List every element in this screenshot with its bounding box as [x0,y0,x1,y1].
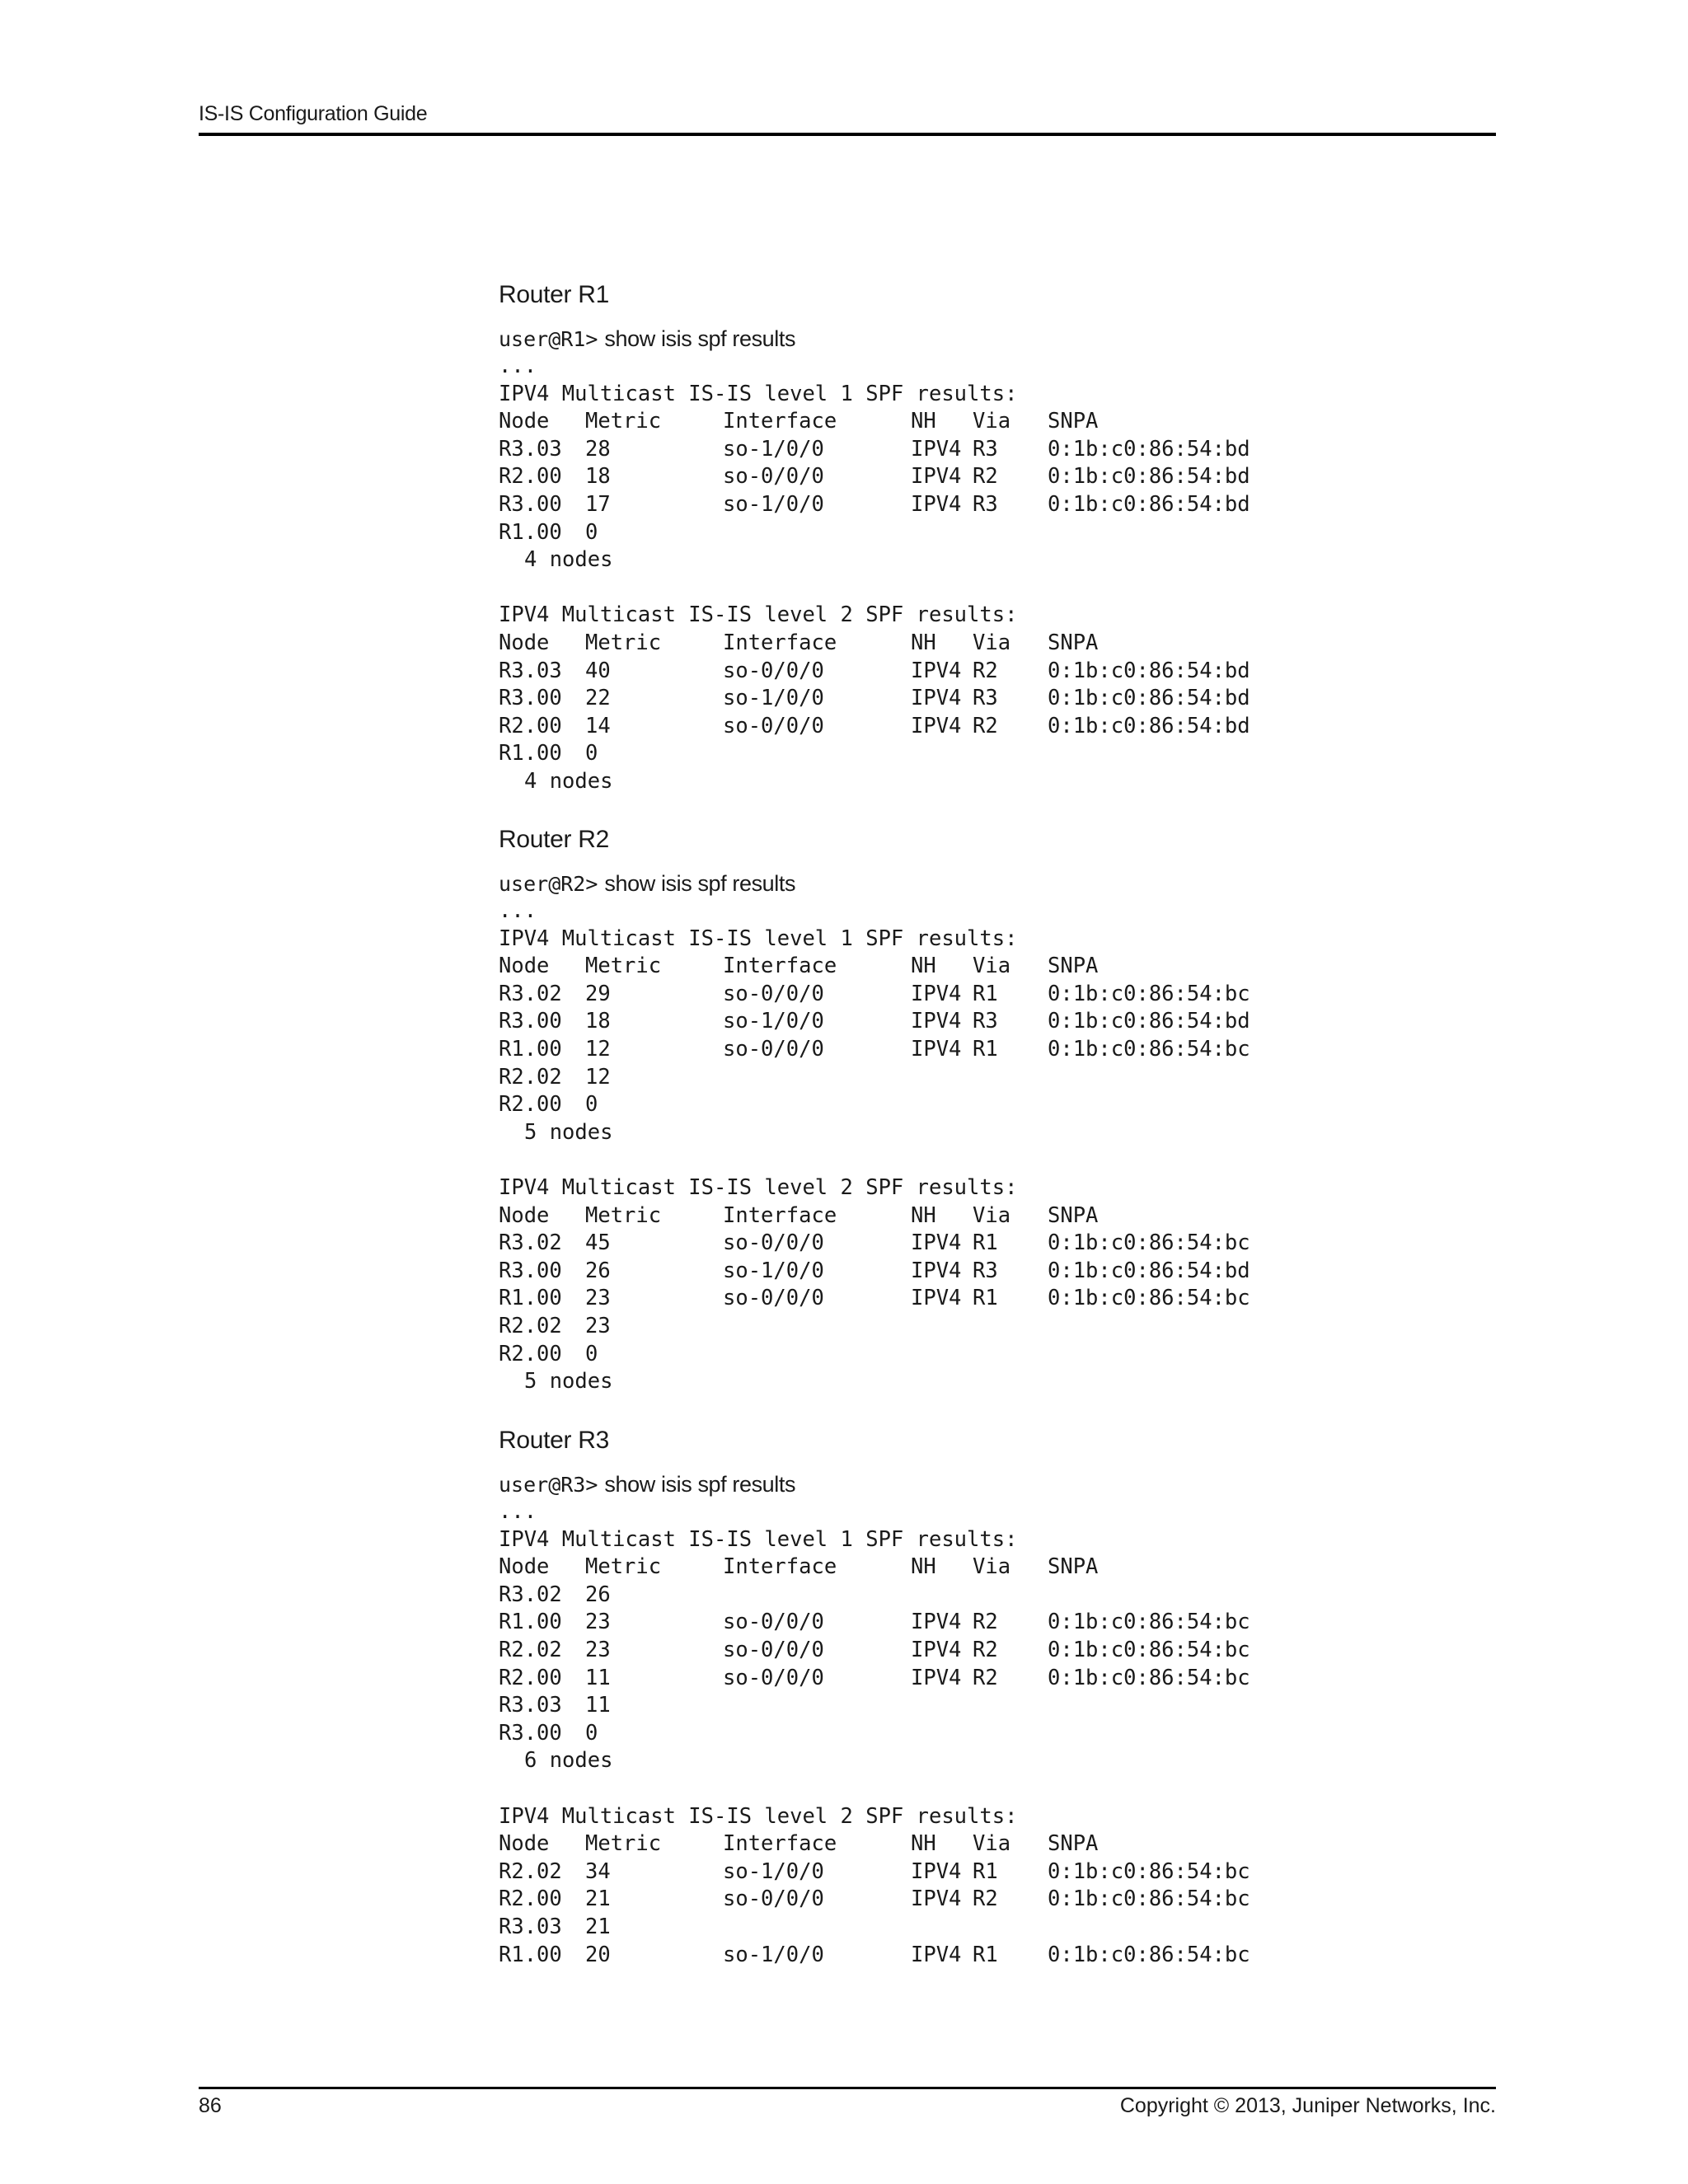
cell-metric: 22 [585,686,611,711]
cell-interface: so-1/0/0 [723,1009,824,1034]
cell-metric: 11 [585,1693,611,1718]
table-row [499,1609,1488,1637]
table-row [499,1665,1488,1693]
cell-nh: IPV4 [911,1230,962,1256]
cell-via: R2 [973,713,998,738]
cli-output [499,353,1488,796]
table-row [499,1692,1488,1720]
cli-command: show isis spf results [604,871,796,896]
cell-interface: so-1/0/0 [723,436,824,462]
copyright-notice: Copyright © 2013, Juniper Networks, Inc. [1119,2094,1496,2117]
cell-node: R2.00 [499,1886,562,1912]
cell-node: R3.03 [499,1914,562,1939]
cell-via: R1 [973,1286,998,1311]
cell-snpa: 0:1b:c0:86:54:bd [1048,713,1250,738]
table-row [499,491,1488,519]
column-header-metric: Metric [585,409,662,434]
cell-nh: IPV4 [911,1886,962,1912]
table-row [499,1064,1488,1092]
cell-metric: 28 [585,436,611,462]
cell-node: R3.00 [499,1720,562,1746]
cell-snpa: 0:1b:c0:86:54:bc [1048,1942,1250,1967]
cell-nh: IPV4 [911,1942,962,1967]
column-header-via: Via [973,1554,1011,1580]
cell-nh: IPV4 [911,658,962,683]
table-row [499,1008,1488,1036]
cell-metric: 23 [585,1313,611,1338]
table-header-row [499,408,1488,436]
cell-nh: IPV4 [911,713,962,738]
cell-node: R2.00 [499,1665,562,1690]
cell-metric: 34 [585,1858,611,1884]
table-row [499,713,1488,741]
cell-node: R3.03 [499,658,562,683]
router-section [499,823,1488,1396]
cli-command: show isis spf results [604,1472,796,1497]
cell-via: R3 [973,436,998,462]
cell-snpa: 0:1b:c0:86:54:bc [1048,1036,1250,1062]
column-header-snpa: SNPA [1048,409,1099,434]
cell-nh: IPV4 [911,464,962,490]
cell-via: R1 [973,1230,998,1256]
cell-node: R2.00 [499,1341,562,1366]
cell-node: R2.02 [499,1858,562,1884]
section-heading: Router R3 [499,1427,610,1454]
node-count: 5 nodes [524,1119,613,1145]
spf-block-title: IPV4 Multicast IS-IS level 1 SPF results: [499,381,1018,406]
node-count: 5 nodes [524,1369,613,1394]
table-header-row [499,630,1488,658]
section-heading: Router R2 [499,826,610,853]
table-row [499,1341,1488,1369]
cell-node: R3.00 [499,1009,562,1034]
cell-interface: so-0/0/0 [723,1230,824,1256]
column-header-snpa: SNPA [1048,1831,1099,1857]
table-row [499,1886,1488,1914]
table-header-row [499,1202,1488,1230]
cli-output [499,898,1488,1396]
cell-metric: 26 [585,1582,611,1607]
cli-output [499,1498,1488,1969]
table-row [499,685,1488,713]
cell-metric: 11 [585,1665,611,1690]
column-header-interface: Interface [723,1554,837,1580]
cell-snpa: 0:1b:c0:86:54:bd [1048,686,1250,711]
cell-node: R2.00 [499,1092,562,1118]
column-header-node: Node [499,1554,550,1580]
column-header-node: Node [499,1831,550,1857]
table-row [499,658,1488,686]
cell-metric: 21 [585,1914,611,1939]
output-ellipsis: ... [499,354,537,378]
header-divider [199,133,1496,136]
column-header-nh: NH [911,954,936,979]
column-header-interface: Interface [723,1831,837,1857]
blank-line [499,574,1488,602]
cell-nh: IPV4 [911,1858,962,1884]
cell-via: R1 [973,1942,998,1967]
cli-prompt: user@R1> [499,327,598,351]
cell-node: R1.00 [499,519,562,545]
cell-snpa: 0:1b:c0:86:54:bc [1048,981,1250,1006]
cell-via: R2 [973,658,998,683]
cli-command: show isis spf results [604,326,796,351]
column-header-nh: NH [911,409,936,434]
command-line [499,1470,1488,1498]
router-section [499,1424,1488,1969]
cell-via: R3 [973,1009,998,1034]
cell-nh: IPV4 [911,1665,962,1690]
cell-snpa: 0:1b:c0:86:54:bd [1048,436,1250,462]
cli-prompt: user@R3> [499,1473,598,1497]
page-header-title: IS-IS Configuration Guide [199,102,428,125]
cell-node: R3.00 [499,491,562,517]
cell-metric: 29 [585,981,611,1006]
cell-nh: IPV4 [911,1637,962,1662]
column-header-via: Via [973,954,1011,979]
cell-node: R3.02 [499,1582,562,1607]
table-row [499,1230,1488,1258]
cell-nh: IPV4 [911,981,962,1006]
cell-via: R2 [973,1637,998,1662]
cell-metric: 12 [585,1064,611,1090]
column-header-interface: Interface [723,1202,837,1228]
cell-node: R2.02 [499,1313,562,1338]
column-header-nh: NH [911,630,936,655]
output-ellipsis: ... [499,898,537,923]
cell-nh: IPV4 [911,491,962,517]
cell-node: R1.00 [499,1610,562,1635]
command-line [499,325,1488,353]
spf-block-title: IPV4 Multicast IS-IS level 1 SPF results: [499,926,1018,951]
table-row [499,981,1488,1009]
cell-node: R2.00 [499,464,562,490]
cell-node: R1.00 [499,741,562,766]
cell-metric: 23 [585,1637,611,1662]
cell-nh: IPV4 [911,1286,962,1311]
cell-via: R3 [973,491,998,517]
column-header-node: Node [499,630,550,655]
table-row [499,1036,1488,1064]
column-header-interface: Interface [723,954,837,979]
column-header-node: Node [499,1202,550,1228]
column-header-node: Node [499,954,550,979]
node-count: 6 nodes [524,1748,613,1774]
column-header-via: Via [973,1202,1011,1228]
command-line [499,869,1488,898]
cell-nh: IPV4 [911,1036,962,1062]
table-row [499,519,1488,547]
cell-interface: so-1/0/0 [723,1858,824,1884]
table-row [499,1582,1488,1610]
cell-metric: 23 [585,1286,611,1311]
column-header-snpa: SNPA [1048,1202,1099,1228]
table-row [499,1091,1488,1119]
table-header-row [499,1554,1488,1582]
cell-metric: 23 [585,1610,611,1635]
table-row [499,1313,1488,1341]
spf-block-title: IPV4 Multicast IS-IS level 1 SPF results: [499,1526,1018,1552]
table-row [499,1285,1488,1313]
cell-node: R1.00 [499,1286,562,1311]
cell-via: R1 [973,981,998,1006]
cell-nh: IPV4 [911,686,962,711]
cell-interface: so-0/0/0 [723,981,824,1006]
table-row [499,1720,1488,1748]
cell-node: R3.02 [499,1230,562,1256]
column-header-metric: Metric [585,1202,662,1228]
cli-prompt: user@R2> [499,872,598,896]
spf-block-title: IPV4 Multicast IS-IS level 2 SPF results: [499,1174,1018,1200]
cell-interface: so-0/0/0 [723,464,824,490]
cell-node: R1.00 [499,1942,562,1967]
cell-metric: 0 [585,519,598,545]
cell-interface: so-0/0/0 [723,1886,824,1912]
cell-nh: IPV4 [911,1610,962,1635]
cell-node: R2.02 [499,1637,562,1662]
column-header-snpa: SNPA [1048,630,1099,655]
table-row [499,1637,1488,1665]
table-row [499,1942,1488,1970]
blank-line [499,1146,1488,1174]
table-row [499,1858,1488,1886]
column-header-via: Via [973,409,1011,434]
cell-node: R3.00 [499,686,562,711]
column-header-metric: Metric [585,630,662,655]
page-number: 86 [199,2094,222,2117]
cell-node: R1.00 [499,1036,562,1062]
spf-block-title: IPV4 Multicast IS-IS level 2 SPF results: [499,602,1018,628]
cell-nh: IPV4 [911,1258,962,1283]
cell-metric: 14 [585,713,611,738]
cell-snpa: 0:1b:c0:86:54:bc [1048,1858,1250,1884]
cell-metric: 26 [585,1258,611,1283]
cell-interface: so-1/0/0 [723,1942,824,1967]
cell-interface: so-0/0/0 [723,1036,824,1062]
cell-metric: 0 [585,1092,598,1118]
column-header-nh: NH [911,1202,936,1228]
cell-snpa: 0:1b:c0:86:54:bd [1048,1258,1250,1283]
cell-snpa: 0:1b:c0:86:54:bc [1048,1286,1250,1311]
cell-snpa: 0:1b:c0:86:54:bc [1048,1637,1250,1662]
cell-via: R2 [973,464,998,490]
table-row [499,463,1488,491]
cell-via: R3 [973,1258,998,1283]
node-count: 4 nodes [524,547,613,573]
cell-snpa: 0:1b:c0:86:54:bc [1048,1610,1250,1635]
cell-snpa: 0:1b:c0:86:54:bd [1048,658,1250,683]
cell-snpa: 0:1b:c0:86:54:bd [1048,1009,1250,1034]
cell-metric: 17 [585,491,611,517]
cell-node: R3.02 [499,981,562,1006]
cell-interface: so-0/0/0 [723,1610,824,1635]
table-header-row [499,1830,1488,1858]
cell-metric: 0 [585,1720,598,1746]
cell-via: R2 [973,1886,998,1912]
column-header-via: Via [973,1831,1011,1857]
cell-nh: IPV4 [911,1009,962,1034]
cell-metric: 0 [585,741,598,766]
column-header-nh: NH [911,1831,936,1857]
cell-snpa: 0:1b:c0:86:54:bc [1048,1665,1250,1690]
cell-interface: so-1/0/0 [723,1258,824,1283]
router-section [499,279,1488,796]
cell-snpa: 0:1b:c0:86:54:bd [1048,464,1250,490]
table-row [499,1914,1488,1942]
table-row [499,436,1488,464]
column-header-metric: Metric [585,1554,662,1580]
cell-snpa: 0:1b:c0:86:54:bc [1048,1886,1250,1912]
cell-metric: 18 [585,464,611,490]
section-heading: Router R1 [499,281,610,308]
cell-metric: 12 [585,1036,611,1062]
table-row [499,1258,1488,1286]
cell-node: R3.00 [499,1258,562,1283]
cell-node: R3.03 [499,436,562,462]
cell-snpa: 0:1b:c0:86:54:bd [1048,491,1250,517]
column-header-interface: Interface [723,409,837,434]
cell-nh: IPV4 [911,436,962,462]
output-ellipsis: ... [499,1499,537,1524]
cell-node: R3.03 [499,1693,562,1718]
cell-metric: 0 [585,1341,598,1366]
cell-metric: 45 [585,1230,611,1256]
column-header-via: Via [973,630,1011,655]
footer-divider [199,2087,1496,2089]
cell-interface: so-1/0/0 [723,686,824,711]
cell-metric: 20 [585,1942,611,1967]
node-count: 4 nodes [524,768,613,794]
cell-via: R2 [973,1665,998,1690]
column-header-snpa: SNPA [1048,1554,1099,1580]
column-header-metric: Metric [585,1831,662,1857]
cell-interface: so-0/0/0 [723,1637,824,1662]
cell-metric: 18 [585,1009,611,1034]
cell-node: R2.00 [499,713,562,738]
cell-via: R1 [973,1858,998,1884]
cell-via: R2 [973,1610,998,1635]
column-header-metric: Metric [585,954,662,979]
column-header-nh: NH [911,1554,936,1580]
cell-interface: so-1/0/0 [723,491,824,517]
cell-node: R2.02 [499,1064,562,1090]
spf-block-title: IPV4 Multicast IS-IS level 2 SPF results: [499,1803,1018,1829]
cell-via: R1 [973,1036,998,1062]
blank-line [499,1775,1488,1803]
cell-interface: so-0/0/0 [723,713,824,738]
cell-metric: 21 [585,1886,611,1912]
column-header-node: Node [499,409,550,434]
cell-interface: so-0/0/0 [723,1286,824,1311]
cell-snpa: 0:1b:c0:86:54:bc [1048,1230,1250,1256]
column-header-snpa: SNPA [1048,954,1099,979]
cell-interface: so-0/0/0 [723,1665,824,1690]
cell-via: R3 [973,686,998,711]
cell-interface: so-0/0/0 [723,658,824,683]
table-header-row [499,953,1488,981]
column-header-interface: Interface [723,630,837,655]
table-row [499,740,1488,768]
cell-metric: 40 [585,658,611,683]
